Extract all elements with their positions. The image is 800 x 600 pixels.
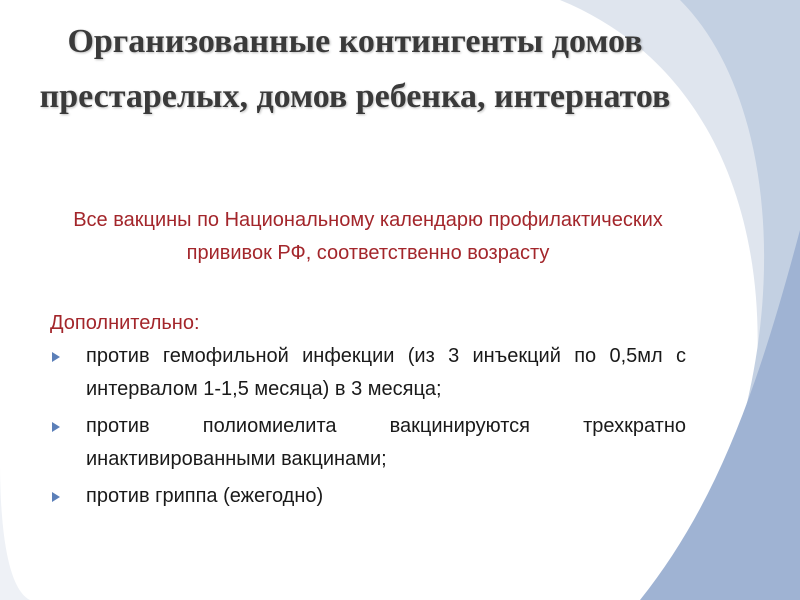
triangle-bullet-icon (52, 422, 60, 432)
intro-label: Дополнительно: (50, 312, 200, 334)
slide-subtitle: Все вакцины по Национальному календарю профилактических прививок РФ, соответственно возрасту (73, 209, 663, 264)
bullet-text: против гриппа (ежегодно) (86, 485, 324, 507)
bullet-item (50, 480, 686, 513)
triangle-bullet-icon (52, 352, 60, 362)
bullet-item (50, 340, 686, 406)
triangle-bullet-icon (52, 492, 60, 502)
slide-title: Организованные контингенты домов престарелых, домов ребенка, интернатов (39, 23, 671, 115)
bullet-item (50, 410, 686, 476)
bullet-text: против полиомиелита вакцинируются трехкратно инактивированными вакцинами; (86, 415, 686, 470)
bullet-text: против гемофильной инфекции (из 3 инъекций по 0,5мл с интервалом 1-1,5 месяца) в 3 месяца; (86, 345, 686, 400)
bullet-list (50, 340, 686, 517)
decor-swoosh-left (0, 460, 30, 600)
